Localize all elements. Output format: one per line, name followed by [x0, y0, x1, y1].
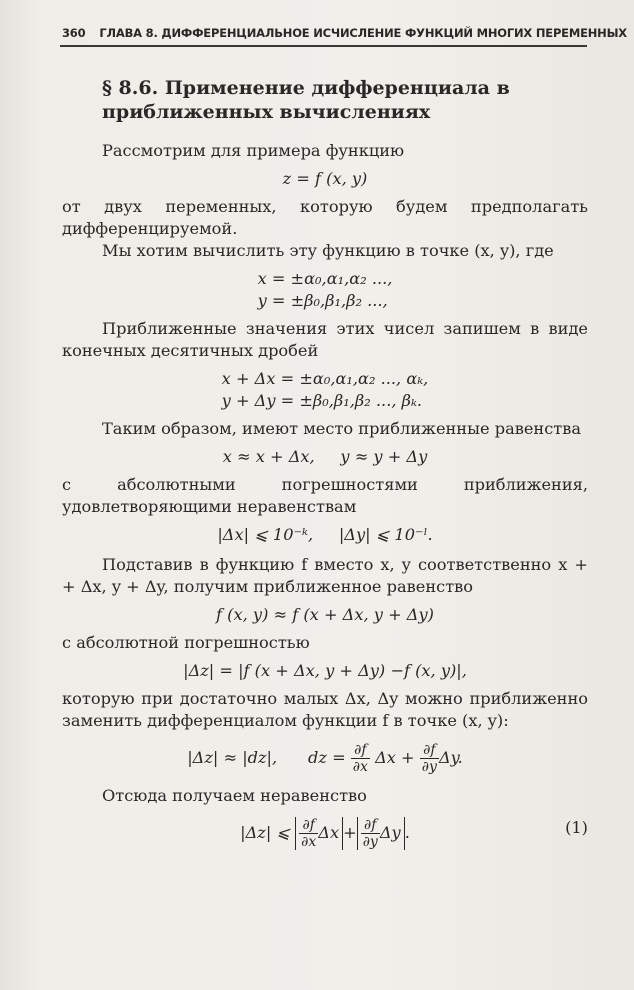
- paragraph: от двух переменных, которую будем предполагать дифференцируемой.: [62, 197, 588, 238]
- formula: x ≈ x + Δx, y ≈ y + Δy: [222, 447, 428, 466]
- abs-term: $\frac{\partial f}{\partial y}$ Δy: [357, 817, 405, 850]
- paragraph: Приближенные значения этих чисел запишем в виде конечных десятичных дробей: [62, 319, 588, 360]
- running-header: [62, 26, 627, 40]
- paragraph: с абсолютной погрешностью: [62, 633, 310, 652]
- paragraph: Отсюда получаем неравенство: [102, 786, 367, 805]
- formula: f (x, y) ≈ f (x + Δx, y + Δy): [216, 605, 434, 624]
- paragraph: которую при достаточно малых Δx, Δy можно приближенно заменить дифференциалом функции f в точке (x, y):: [62, 689, 588, 730]
- fraction: $\frac{\partial f}{\partial y}$: [421, 742, 437, 775]
- chapter-title: ГЛАВА 8. ДИФФЕРЕНЦИАЛЬНОЕ ИСЧИСЛЕНИЕ ФУНКЦИЙ МНОГИХ ПЕРЕМЕННЫХ: [99, 26, 627, 40]
- formula-line: x = ±α₀,α₁,α₂ ...,: [257, 269, 393, 288]
- paragraph: Подставив в функцию f вместо x, y соответственно x + + Δx, y + Δy, получим приближенное равенство: [62, 555, 588, 596]
- formula-part: |Δz| ⩽: [240, 823, 290, 842]
- paragraph: Мы хотим вычислить эту функцию в точке (x, y), где: [102, 241, 554, 260]
- formula-block: [258, 268, 393, 312]
- formula-inequality: |Δz| ⩽ $\frac{\partial f}{\partial x}$ Δx + $\frac{\partial f}{\partial y}$ Δy . (1): [240, 817, 588, 850]
- page-body: [62, 62, 588, 860]
- formula-line: y + Δy = ±β₀,β₁,β₂ ..., βₖ.: [221, 391, 423, 410]
- formula-differential: [62, 742, 588, 775]
- formula-line: x + Δx = ±α₀,α₁,α₂ ..., αₖ,: [221, 369, 429, 388]
- formula-part: Δx +: [375, 748, 415, 767]
- abs-term: $\frac{\partial f}{\partial x}$ Δx: [295, 817, 343, 850]
- section-title: § 8.6. Применение дифференциала в приближенных вычислениях: [102, 77, 510, 123]
- paragraph: Рассмотрим для примера функцию: [102, 141, 405, 160]
- formula-part: Δy.: [438, 748, 463, 767]
- formula: |Δz| = |f (x + Δx, y + Δy) −f (x, y)|,: [183, 661, 467, 680]
- equation-number: (1): [565, 818, 588, 837]
- formula-part: +: [343, 823, 357, 842]
- page-number: 360: [62, 26, 86, 40]
- fraction: $\frac{\partial f}{\partial x}$: [352, 742, 368, 775]
- formula: z = f (x, y): [282, 169, 368, 188]
- header-rule: [60, 45, 587, 47]
- formula: |Δx| ⩽ 10⁻ᵏ, |Δy| ⩽ 10⁻ˡ.: [217, 525, 433, 544]
- formula-block: [222, 368, 429, 412]
- paragraph: с абсолютными погрешностями приближения, удовлетворяющими неравенствам: [62, 475, 588, 516]
- paragraph: Таким образом, имеют место приближенные равенства: [102, 419, 581, 438]
- formula-part: |Δz| ≈ |dz|,: [187, 748, 278, 767]
- formula-part: dz =: [308, 748, 346, 767]
- formula-line: y = ±β₀,β₁,β₂ ...,: [257, 291, 388, 310]
